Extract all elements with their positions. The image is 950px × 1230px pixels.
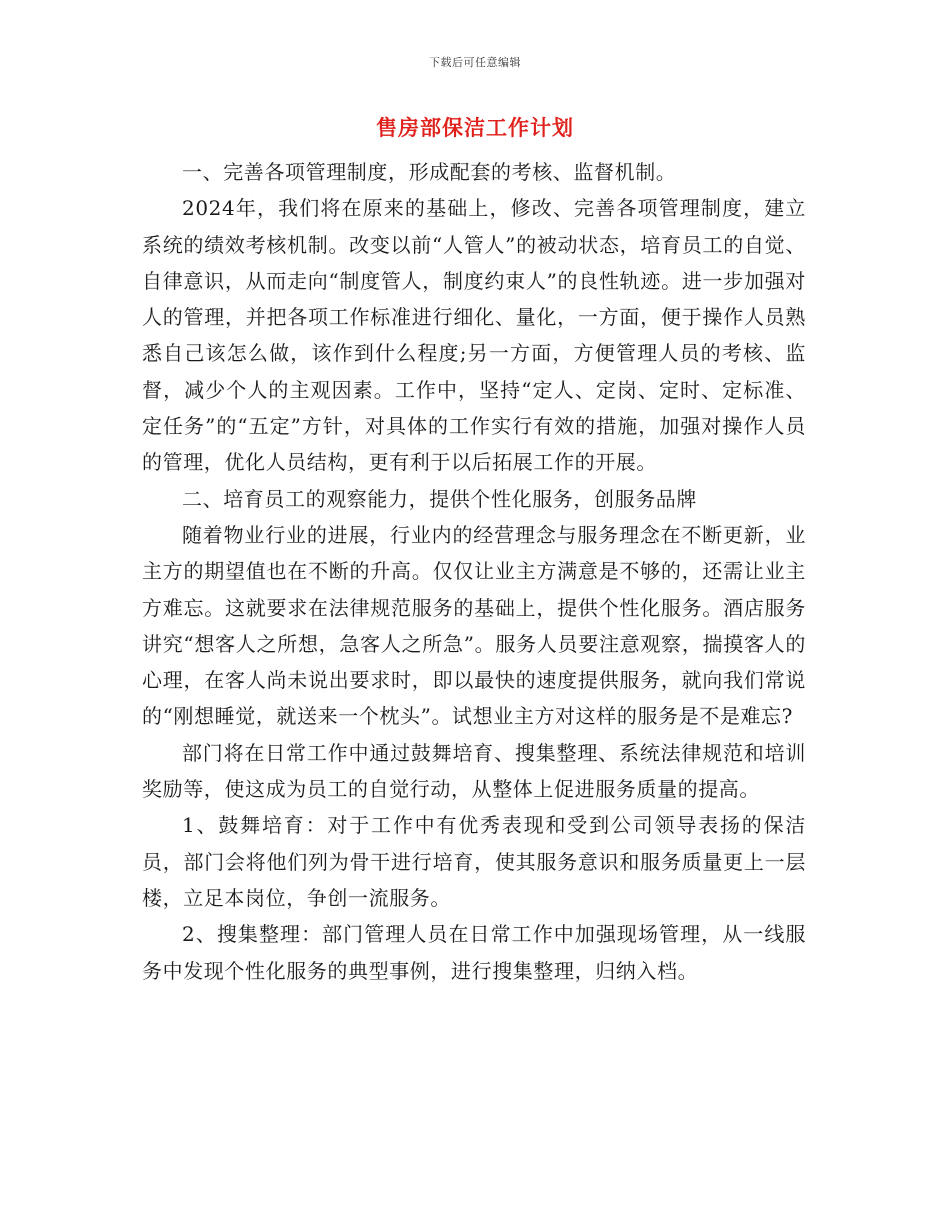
header-note: 下载后可任意编辑 [429,56,521,69]
document-title: 售房部保洁工作计划 [376,115,574,140]
paragraph: 随着物业行业的进展，行业内的经营理念与服务理念在不断更新，业主方的期望值也在不断的升高。仅仅让业主方满意是不够的，还需让业主方难忘。这就要求在法律规范服务的基础上，提供个性化服务。酒店服务讲究“想客人之所想，急客人之所急”。服务人员要注意观察，揣摸客人的心理，在客人尚未说出要求时，即以最快的速度提供服务，就向我们常说的“刚想睡觉，就送来一个枕头”。试想业主方对这样的服务是不是难忘? [142,522,806,729]
paragraph: 一、完善各项管理制度，形成配套的考核、监督机制。 [182,160,677,184]
paragraph: 2024年，我们将在原来的基础上，修改、完善各项管理制度，建立系统的绩效考核机制。改变以前“人管人”的被动状态，培育员工的自觉、自律意识，从而走向“制度管人，制度约束人”的良性轨迹。进一步加强对人的管理，并把各项工作标准进行细化、量化，一方面，便于操作人员熟悉自己该怎么做，该作到什么程度;另一方面，方便管理人员的考核、监督，减少个人的主观因素。工作中，坚持“定人、定岗、定时、定标准、定任务”的“五定”方针，对具体的工作实行有效的措施，加强对操作人员的管理，优化人员结构，更有利于以后拓展工作的开展。 [142,196,806,475]
document-body [142,154,806,989]
paragraph: 1、鼓舞培育：对于工作中有优秀表现和受到公司领导表扬的保洁员，部门会将他们列为骨干进行培育，使其服务意识和服务质量更上一层楼，立足本岗位，争创一流服务。 [142,813,806,910]
paragraph: 二、培育员工的观察能力，提供个性化服务，创服务品牌 [182,486,697,511]
paragraph: 2、搜集整理：部门管理人员在日常工作中加强现场管理，从一线服务中发现个性化服务的典型事例，进行搜集整理，归纳入档。 [142,922,806,983]
paragraph: 部门将在日常工作中通过鼓舞培育、搜集整理、系统法律规范和培训奖励等，使这成为员工的自觉行动，从整体上促进服务质量的提高。 [142,740,806,802]
